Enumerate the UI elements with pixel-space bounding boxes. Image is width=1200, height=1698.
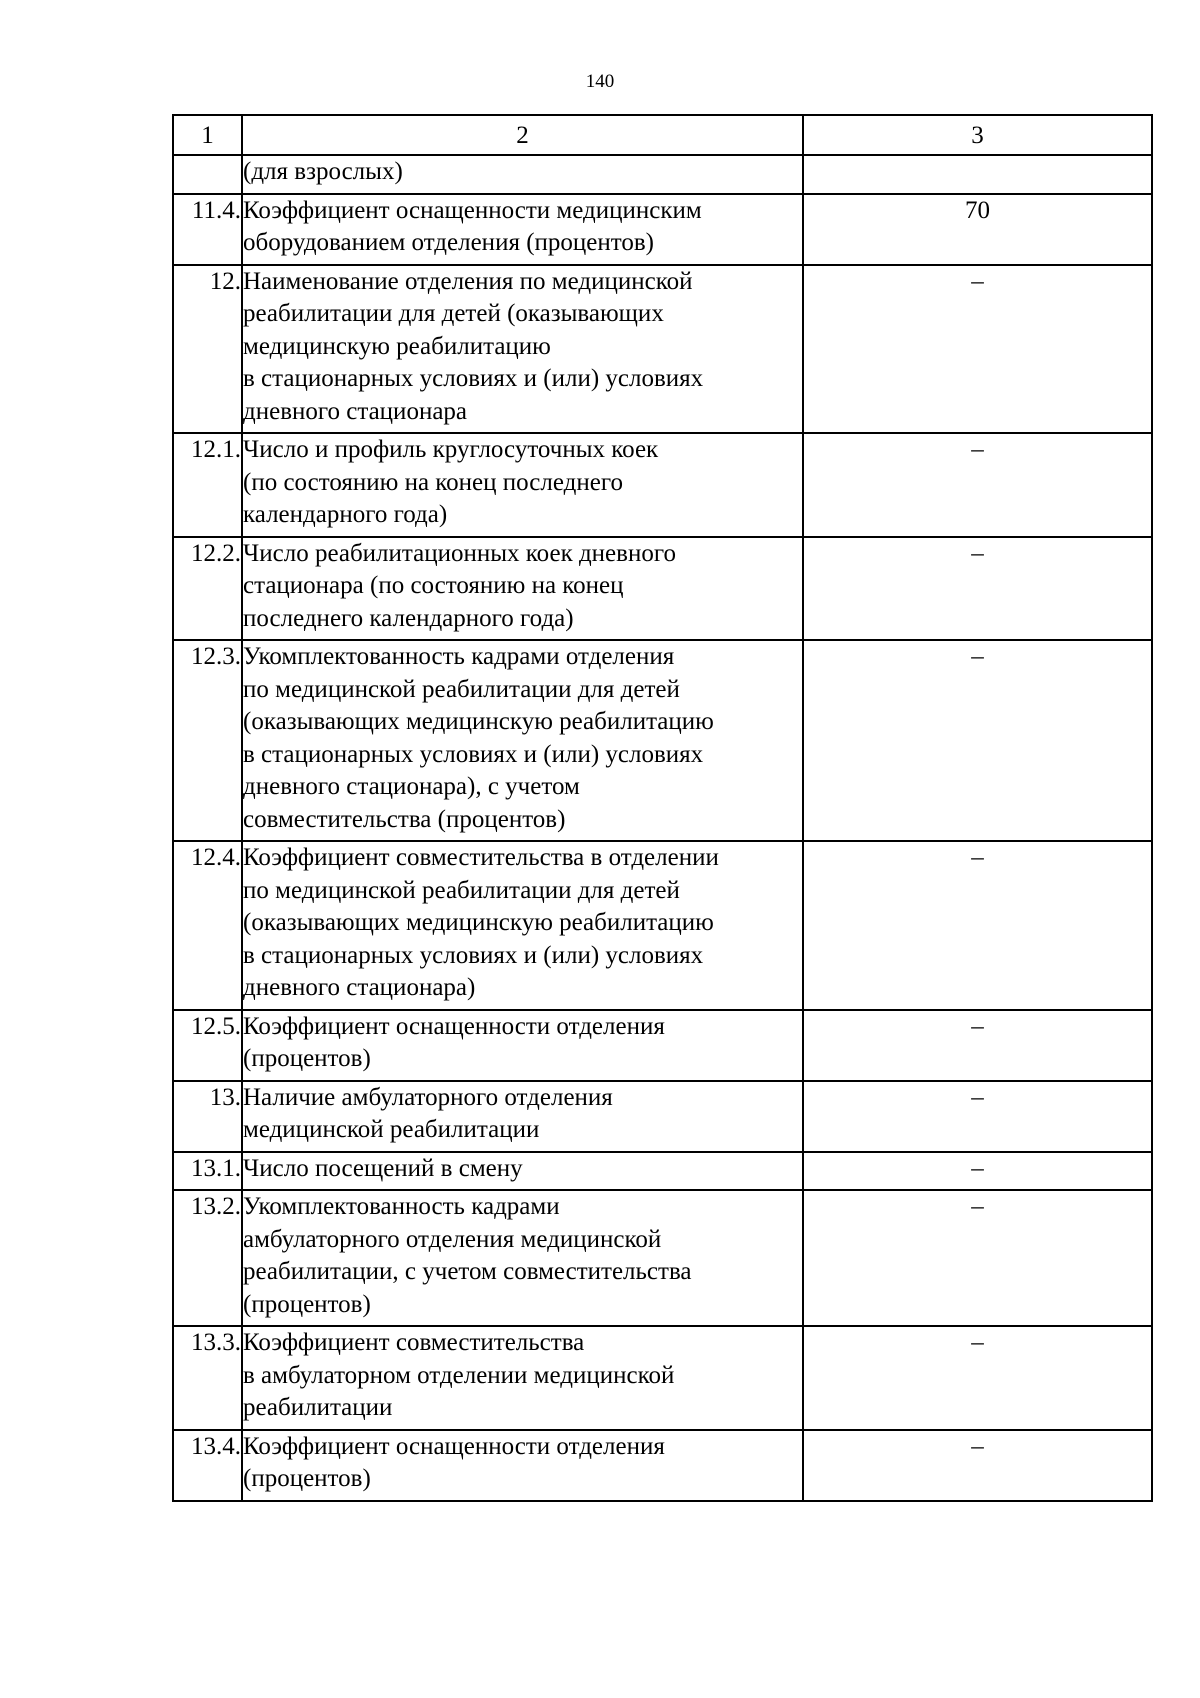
description-line: в стационарных условиях и (или) условиях [243, 941, 704, 969]
description-line: стационара (по состоянию на конец [243, 572, 624, 599]
table-row [173, 265, 1152, 434]
table-row [173, 1081, 1152, 1152]
description-line: Коэффициент совместительства в отделении [243, 844, 719, 871]
description-line: по медицинской реабилитации для детей [243, 675, 680, 703]
row-number-cell [173, 155, 242, 194]
row-value-cell: – [803, 265, 1152, 434]
table-row [173, 537, 1152, 641]
data-table [172, 114, 1153, 1502]
row-number-cell: 12.3. [173, 640, 242, 841]
row-value-cell [803, 155, 1152, 194]
row-value-cell: 70 [803, 194, 1152, 265]
description-line: реабилитации [243, 1394, 393, 1421]
description-line: последнего календарного года) [243, 604, 574, 632]
table-row [173, 640, 1152, 841]
description-line: медицинской реабилитации [243, 1116, 540, 1143]
description-line: (процентов) [243, 1045, 371, 1072]
description-line: (процентов) [243, 1465, 371, 1492]
description-line: медицинскую реабилитацию [243, 332, 551, 360]
description-line: Укомплектованность кадрами [243, 1193, 560, 1220]
table-row [173, 1152, 1152, 1191]
description-line: в стационарных условиях и (или) условиях [243, 365, 704, 392]
row-description-cell [242, 433, 803, 537]
row-description-cell [242, 1152, 803, 1191]
description-line: дневного стационара) [243, 974, 476, 1001]
table-row [173, 433, 1152, 537]
row-description-cell [242, 1326, 803, 1430]
row-number-cell: 12.2. [173, 537, 242, 641]
description-line: по медицинской реабилитации для детей [243, 876, 680, 904]
description-line: реабилитации, с учетом совместительства [243, 1258, 692, 1285]
row-value-cell: – [803, 1152, 1152, 1191]
row-number-cell: 12.4. [173, 841, 242, 1010]
row-description-cell [242, 537, 803, 641]
description-line: Коэффициент совместительства [243, 1329, 585, 1356]
table-row [173, 194, 1152, 265]
row-description-cell [242, 1430, 803, 1501]
row-description-cell [242, 841, 803, 1010]
row-number-cell: 13.2. [173, 1190, 242, 1326]
row-description-cell [242, 265, 803, 434]
description-line: в стационарных условиях и (или) условиях [243, 740, 704, 768]
row-description-cell [242, 194, 803, 265]
table-row [173, 1010, 1152, 1081]
description-line: Укомплектованность кадрами отделения [243, 643, 675, 670]
row-description-cell [242, 1010, 803, 1081]
row-number-cell: 12. [173, 265, 242, 434]
description-line: (процентов) [243, 1290, 371, 1318]
row-number-cell: 13. [173, 1081, 242, 1152]
row-description-cell [242, 1081, 803, 1152]
description-line: реабилитации для детей (оказывающих [243, 300, 664, 327]
header-cell-col3: 3 [803, 115, 1152, 155]
table-row [173, 1430, 1152, 1501]
row-value-cell: – [803, 1081, 1152, 1152]
row-number-cell: 13.1. [173, 1152, 242, 1191]
description-line: Наименование отделения по медицинской [243, 267, 693, 295]
row-description-cell [242, 1190, 803, 1326]
description-line: в амбулаторном отделении медицинской [243, 1361, 675, 1389]
description-line: оборудованием отделения (процентов) [243, 229, 654, 256]
header-cell-col2: 2 [242, 115, 803, 155]
description-line: дневного стационара [243, 397, 468, 425]
table-header-row [173, 115, 1152, 155]
description-line: (для взрослых) [243, 158, 403, 185]
description-line: (оказывающих медицинскую реабилитацию [243, 708, 714, 735]
row-value-cell: – [803, 433, 1152, 537]
description-line: Коэффициент оснащенности медицинским [243, 196, 702, 224]
description-line: амбулаторного отделения медицинской [243, 1225, 662, 1253]
row-number-cell: 12.5. [173, 1010, 242, 1081]
row-value-cell: – [803, 640, 1152, 841]
description-line: Число посещений в смену [243, 1154, 523, 1182]
table-row [173, 155, 1152, 194]
table-row [173, 1190, 1152, 1326]
description-line: дневного стационара), с учетом [243, 773, 580, 800]
row-value-cell: – [803, 1430, 1152, 1501]
description-line: совместительства (процентов) [243, 805, 566, 833]
row-number-cell: 13.3. [173, 1326, 242, 1430]
row-value-cell: – [803, 841, 1152, 1010]
description-line: Коэффициент оснащенности отделения [243, 1432, 665, 1460]
row-description-cell [242, 155, 803, 194]
description-line: Наличие амбулаторного отделения [243, 1083, 613, 1111]
description-line: календарного года) [243, 501, 448, 528]
page-number: 140 [585, 71, 615, 92]
row-value-cell: – [803, 1190, 1152, 1326]
description-line: Коэффициент оснащенности отделения [243, 1012, 665, 1040]
description-line: (по состоянию на конец последнего [243, 468, 623, 496]
description-line: Число и профиль круглосуточных коек [243, 436, 659, 463]
row-number-cell: 13.4. [173, 1430, 242, 1501]
table-body [173, 115, 1152, 1501]
row-value-cell: – [803, 1326, 1152, 1430]
description-line: (оказывающих медицинскую реабилитацию [243, 909, 714, 936]
table-row [173, 1326, 1152, 1430]
table-row [173, 841, 1152, 1010]
row-number-cell: 12.1. [173, 433, 242, 537]
row-value-cell: – [803, 1010, 1152, 1081]
row-value-cell: – [803, 537, 1152, 641]
description-line: Число реабилитационных коек дневного [243, 539, 676, 567]
row-number-cell: 11.4. [173, 194, 242, 265]
header-cell-col1: 1 [173, 115, 242, 155]
row-description-cell [242, 640, 803, 841]
